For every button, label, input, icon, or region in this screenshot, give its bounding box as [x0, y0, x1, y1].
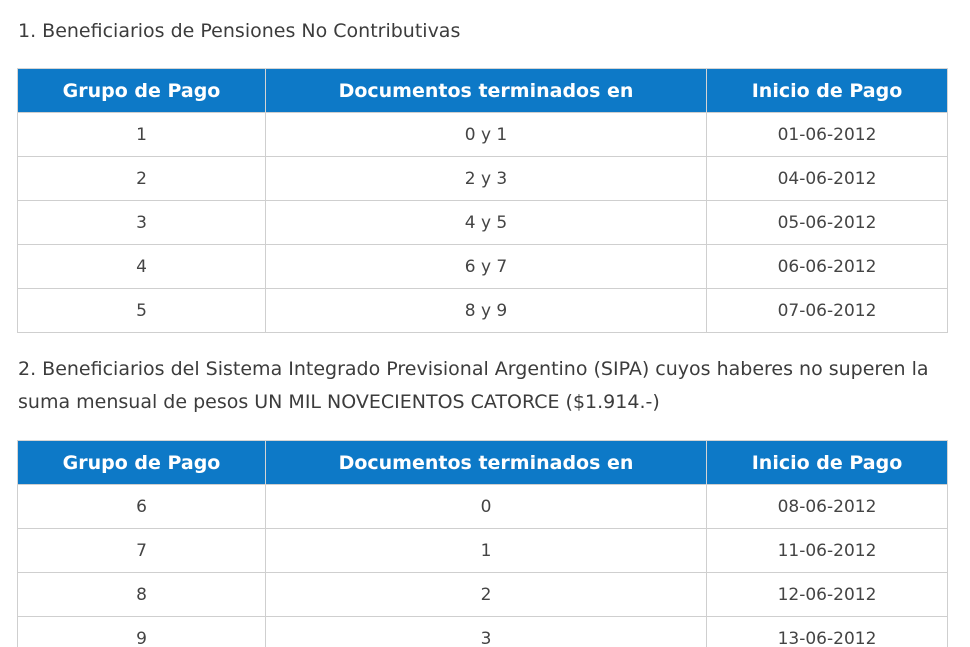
column-header-documentos: Documentos terminados en: [266, 441, 707, 485]
section-2-heading: 2. Beneficiarios del Sistema Integrado Previsional Argentino (SIPA) cuyos haberes no superen la suma mensual de pesos UN MIL NOVECIENTOS CATORCE ($1.914.-): [18, 358, 929, 413]
table-row: [18, 245, 948, 289]
cell-grupo: 1: [18, 113, 266, 157]
cell-inicio: 08-06-2012: [707, 485, 948, 529]
column-header-grupo: Grupo de Pago: [18, 441, 266, 485]
table-row: [18, 529, 948, 573]
cell-documentos: 0: [266, 485, 707, 529]
cell-grupo: 3: [18, 201, 266, 245]
payment-schedule-table-2: [17, 440, 948, 647]
cell-grupo: 9: [18, 617, 266, 647]
cell-documentos: 2 y 3: [266, 157, 707, 201]
column-header-documentos: Documentos terminados en: [266, 69, 707, 113]
section-1-heading: 1. Beneficiarios de Pensiones No Contributivas: [18, 20, 461, 42]
column-header-inicio: Inicio de Pago: [707, 441, 948, 485]
cell-inicio: 06-06-2012: [707, 245, 948, 289]
cell-documentos: 8 y 9: [266, 289, 707, 333]
cell-grupo: 2: [18, 157, 266, 201]
cell-documentos: 0 y 1: [266, 113, 707, 157]
table-header-row: [18, 69, 948, 113]
cell-documentos: 4 y 5: [266, 201, 707, 245]
cell-inicio: 11-06-2012: [707, 529, 948, 573]
cell-inicio: 12-06-2012: [707, 573, 948, 617]
column-header-grupo: Grupo de Pago: [18, 69, 266, 113]
cell-inicio: 04-06-2012: [707, 157, 948, 201]
table-row: [18, 617, 948, 647]
table-row: [18, 573, 948, 617]
table-row: [18, 201, 948, 245]
table-row: [18, 289, 948, 333]
cell-documentos: 1: [266, 529, 707, 573]
cell-inicio: 05-06-2012: [707, 201, 948, 245]
table-row: [18, 113, 948, 157]
table-header-row: [18, 441, 948, 485]
cell-grupo: 4: [18, 245, 266, 289]
cell-grupo: 8: [18, 573, 266, 617]
cell-documentos: 2: [266, 573, 707, 617]
cell-grupo: 6: [18, 485, 266, 529]
cell-documentos: 6 y 7: [266, 245, 707, 289]
column-header-inicio: Inicio de Pago: [707, 69, 948, 113]
cell-inicio: 01-06-2012: [707, 113, 948, 157]
cell-inicio: 13-06-2012: [707, 617, 948, 647]
payment-schedule-table-1: [17, 68, 948, 333]
table-row: [18, 157, 948, 201]
table-row: [18, 485, 948, 529]
cell-grupo: 7: [18, 529, 266, 573]
cell-grupo: 5: [18, 289, 266, 333]
cell-inicio: 07-06-2012: [707, 289, 948, 333]
cell-documentos: 3: [266, 617, 707, 647]
